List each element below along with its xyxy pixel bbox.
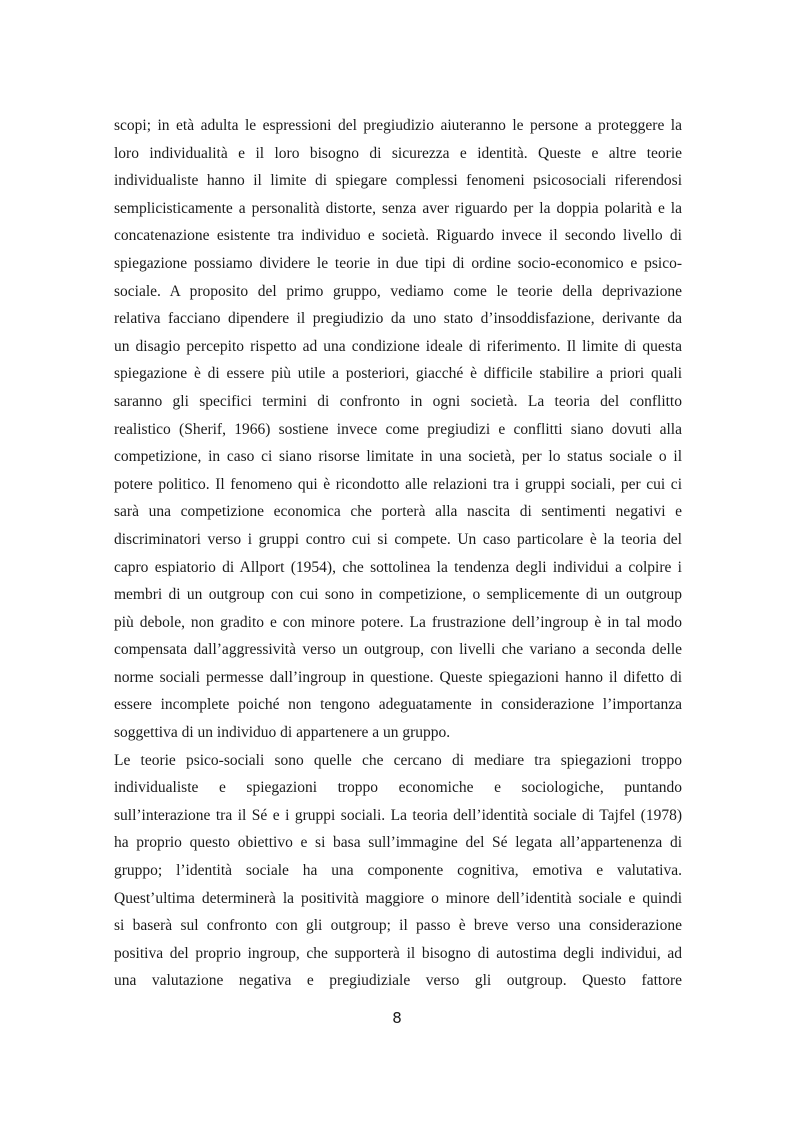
text-line: ha proprio questo obiettivo e si basa sull’immagine del Sé legata all’appartenenza di bbox=[114, 834, 682, 852]
text-line: loro individualità e il loro bisogno di sicurezza e identità. Queste e altre teorie bbox=[114, 144, 682, 162]
text-line: essere incomplete poiché non tengono adeguatamente in considerazione l’importanza bbox=[114, 696, 682, 714]
page-number: 8 bbox=[392, 1009, 402, 1027]
text-line: semplicisticamente a personalità distorte, senza aver riguardo per la doppia polarità e la bbox=[114, 199, 682, 217]
text-line: più debole, non gradito e con minore potere. La frustrazione dell’ingroup è in tal modo bbox=[114, 613, 682, 631]
text-line: relativa facciano dipendere il pregiudizio da uno stato d’insoddisfazione, derivante da bbox=[114, 310, 682, 328]
text-line: sociale. A proposito del primo gruppo, vediamo come le teorie della deprivazione bbox=[114, 282, 682, 300]
text-line: concatenazione esistente tra individuo e società. Riguardo invece il secondo livello di bbox=[114, 227, 682, 245]
text-line: sull’interazione tra il Sé e i gruppi sociali. La teoria dell’identità sociale di Tajfel (1978) bbox=[114, 806, 682, 824]
text-line: capro espiatorio di Allport (1954), che sottolinea la tendenza degli individui a colpire i bbox=[114, 558, 682, 576]
text-line: scopi; in età adulta le espressioni del pregiudizio aiuteranno le persone a proteggere la bbox=[114, 117, 682, 134]
text-line: individualiste hanno il limite di spiegare complessi fenomeni psicosociali riferendosi bbox=[114, 172, 682, 190]
text-line: positiva del proprio ingroup, che supporterà il bisogno di autostima degli individui, ad bbox=[114, 944, 682, 962]
text-line: individualiste e spiegazioni troppo economiche e sociologiche, puntando bbox=[114, 779, 682, 797]
text-line: saranno gli specifici termini di confronto in ogni società. La teoria del conflitto bbox=[114, 392, 682, 410]
text-line: spiegazione è di essere più utile a posteriori, giacché è difficile stabilire a priori quali bbox=[114, 365, 682, 383]
text-line: sarà una competizione economica che porterà alla nascita di sentimenti negativi e bbox=[114, 503, 682, 521]
text-line: una valutazione negativa e pregiudiziale verso gli outgroup. Questo fattore bbox=[114, 972, 682, 990]
text-line: Le teorie psico-sociali sono quelle che cercano di mediare tra spiegazioni troppo bbox=[114, 751, 682, 769]
body-text bbox=[114, 112, 682, 995]
text-line: membri di un outgroup con cui sono in competizione, o semplicemente di un outgroup bbox=[114, 586, 682, 604]
text-line: realistico (Sherif, 1966) sostiene invece come pregiudizi e conflitti siano dovuti alla bbox=[114, 420, 682, 438]
text-line: si baserà sul confronto con gli outgroup; il passo è breve verso una considerazione bbox=[114, 917, 682, 935]
text-line: norme sociali permesse dall’ingroup in questione. Queste spiegazioni hanno il difetto di bbox=[114, 668, 682, 686]
text-line: gruppo; l’identità sociale ha una componente cognitiva, emotiva e valutativa. bbox=[114, 862, 682, 880]
text-line: potere politico. Il fenomeno qui è ricondotto alle relazioni tra i gruppi sociali, per cui ci bbox=[114, 475, 682, 493]
text-line: un disagio percepito rispetto ad una condizione ideale di riferimento. Il limite di questa bbox=[114, 337, 682, 355]
text-line: compensata dall’aggressività verso un outgroup, con livelli che variano a seconda delle bbox=[114, 641, 682, 659]
text-line: Quest’ultima determinerà la positività maggiore o minore dell’identità sociale e quindi bbox=[114, 889, 682, 907]
text-line: spiegazione possiamo dividere le teorie in due tipi di ordine socio-economico e psico- bbox=[114, 254, 682, 272]
text-line: discriminatori verso i gruppi contro cui si compete. Un caso particolare è la teoria del bbox=[114, 530, 682, 548]
text-line: competizione, in caso ci siano risorse limitate in una società, per lo status sociale o il bbox=[114, 448, 682, 466]
text-line: soggettiva di un individuo di appartenere a un gruppo. bbox=[114, 724, 451, 742]
